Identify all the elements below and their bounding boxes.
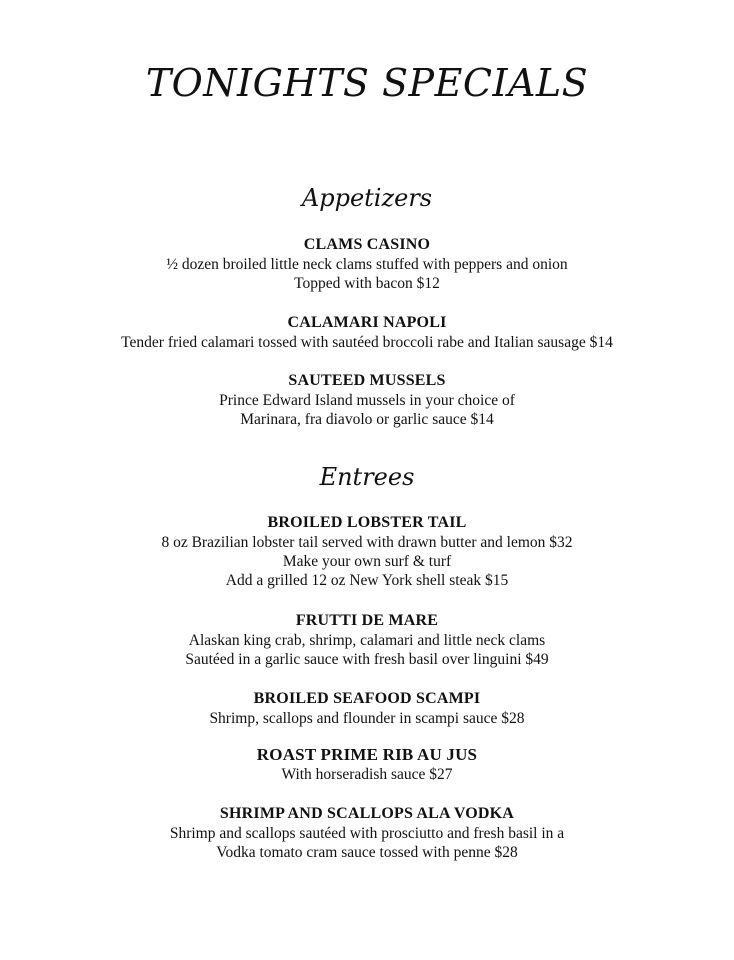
- item-description: Make your own surf & turf: [282, 553, 452, 570]
- menu-item-sauteed-mussels: [0, 371, 734, 429]
- menu-item-roast-prime-rib: [0, 745, 734, 784]
- item-name: ROAST PRIME RIB AU JUS: [256, 745, 478, 764]
- menu-title: TONIGHTS SPECIALS: [145, 61, 589, 105]
- item-name: SHRIMP AND SCALLOPS ALA VODKA: [219, 805, 515, 822]
- item-description: Marinara, fra diavolo or garlic sauce $14: [240, 411, 494, 428]
- menu-item-calamari-napoli: [0, 313, 734, 352]
- menu-item-broiled-seafood-scampi: [0, 689, 734, 728]
- item-name: SAUTEED MUSSELS: [288, 372, 446, 389]
- menu-item-clams-casino: [0, 235, 734, 293]
- item-description: Vodka tomato cram sauce tossed with penne $28: [216, 844, 518, 861]
- item-description: Shrimp, scallops and flounder in scampi sauce $28: [209, 710, 525, 727]
- item-name: FRUTTI DE MARE: [295, 612, 439, 629]
- appetizers-heading: Appetizers: [301, 184, 433, 212]
- item-description: Topped with bacon $12: [294, 275, 440, 292]
- item-description: With horseradish sauce $27: [281, 766, 453, 783]
- item-description: Alaskan king crab, shrimp, calamari and little neck clams: [188, 632, 546, 649]
- item-description: Sautéed in a garlic sauce with fresh basil over linguini $49: [185, 651, 549, 668]
- item-description: 8 oz Brazilian lobster tail served with drawn butter and lemon $32: [161, 534, 573, 551]
- item-name: BROILED LOBSTER TAIL: [267, 514, 467, 531]
- menu-item-shrimp-scallops-vodka: [0, 804, 734, 862]
- menu-item-broiled-lobster-tail: [0, 513, 734, 590]
- item-description: Prince Edward Island mussels in your choice of: [219, 392, 515, 409]
- item-name: CLAMS CASINO: [303, 236, 431, 253]
- item-name: CALAMARI NAPOLI: [287, 314, 447, 331]
- item-description: Add a grilled 12 oz New York shell steak $15: [225, 572, 509, 589]
- item-description: Tender fried calamari tossed with sautéed broccoli rabe and Italian sausage $14: [121, 334, 613, 351]
- item-description: Shrimp and scallops sautéed with prosciutto and fresh basil in a: [169, 825, 565, 842]
- entrees-heading: Entrees: [319, 463, 415, 491]
- menu-item-frutti-de-mare: [0, 611, 734, 669]
- item-description: ½ dozen broiled little neck clams stuffed with peppers and onion: [166, 256, 568, 273]
- item-name: BROILED SEAFOOD SCAMPI: [253, 690, 481, 707]
